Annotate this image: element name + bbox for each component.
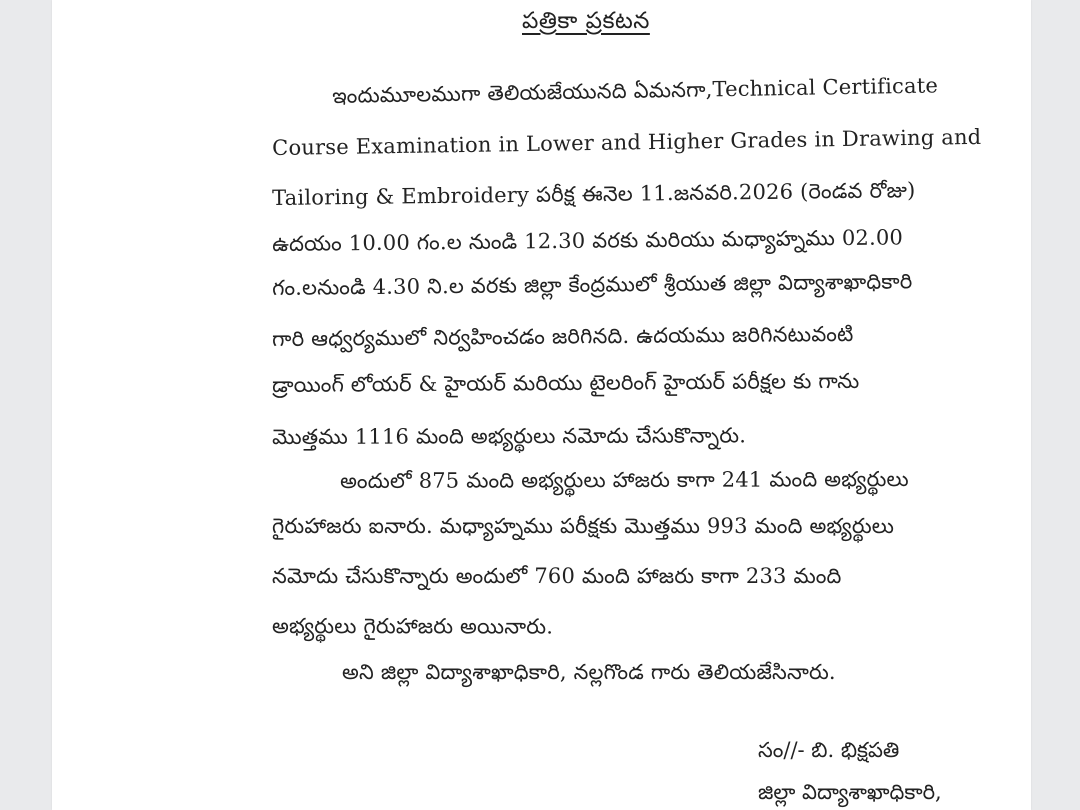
signature-designation: జిల్లా విద్యాశాఖాధికారి,	[758, 780, 942, 804]
press-release-page	[52, 0, 1031, 810]
body-line-3: Tailoring & Embroidery పరీక్ష ఈనెల 11.జనవరి.2026 (రెండవ రోజు)	[272, 178, 916, 210]
body-line-9: అందులో 875 మంది అభ్యర్థులు హాజరు కాగా 241 మంది అభ్యర్థులు	[340, 467, 909, 493]
body-line-7: డ్రాయింగ్ లోయర్ & హైయర్ మరియు టైలరింగ్ హైయర్ పరీక్షల కు గాను	[272, 368, 860, 397]
body-line-5: గం.లనుండి 4.30 ని.ల వరకు జిల్లా కేంద్రములో శ్రీయుత జిల్లా విద్యాశాఖాధికారి	[272, 269, 913, 300]
body-line-2: Course Examination in Lower and Higher Grades in Drawing and	[272, 124, 982, 160]
signature-name: సం//- బి. భిక్షపతి	[758, 738, 900, 762]
body-line-13: అని జిల్లా విద్యాశాఖాధికారి, నల్లగొండ గారు తెలియజేసినారు.	[342, 660, 836, 684]
body-line-12: అభ్యర్థులు గైరుహాజరు అయినారు.	[271, 614, 554, 639]
body-line-11: నమోదు చేసుకొన్నారు అందులో 760 మంది హాజరు కాగా 233 మంది	[272, 564, 842, 588]
body-line-10: గైరుహాజరు ఐనారు. మధ్యాహ్నము పరీక్షకు మొత్తము 993 మంది అభ్యర్థులు	[272, 514, 895, 538]
body-line-6: గారి ఆధ్వర్యములో నిర్వహించడం జరిగినది. ఉదయము జరిగినటువంటి	[272, 321, 854, 351]
document-title: పత్రికా ప్రకటన	[522, 8, 650, 34]
body-line-4: ఉదయం 10.00 గం.ల నుండి 12.30 వరకు మరియు మధ్యాహ్నము 02.00	[272, 225, 904, 256]
body-line-8: మొత్తము 1116 మంది అభ్యర్థులు నమోదు చేసుకొన్నారు.	[272, 423, 747, 449]
body-line-1: ఇందుమూలముగా తెలియజేయునది ఏమనగా,Technical Certificate	[332, 73, 939, 108]
